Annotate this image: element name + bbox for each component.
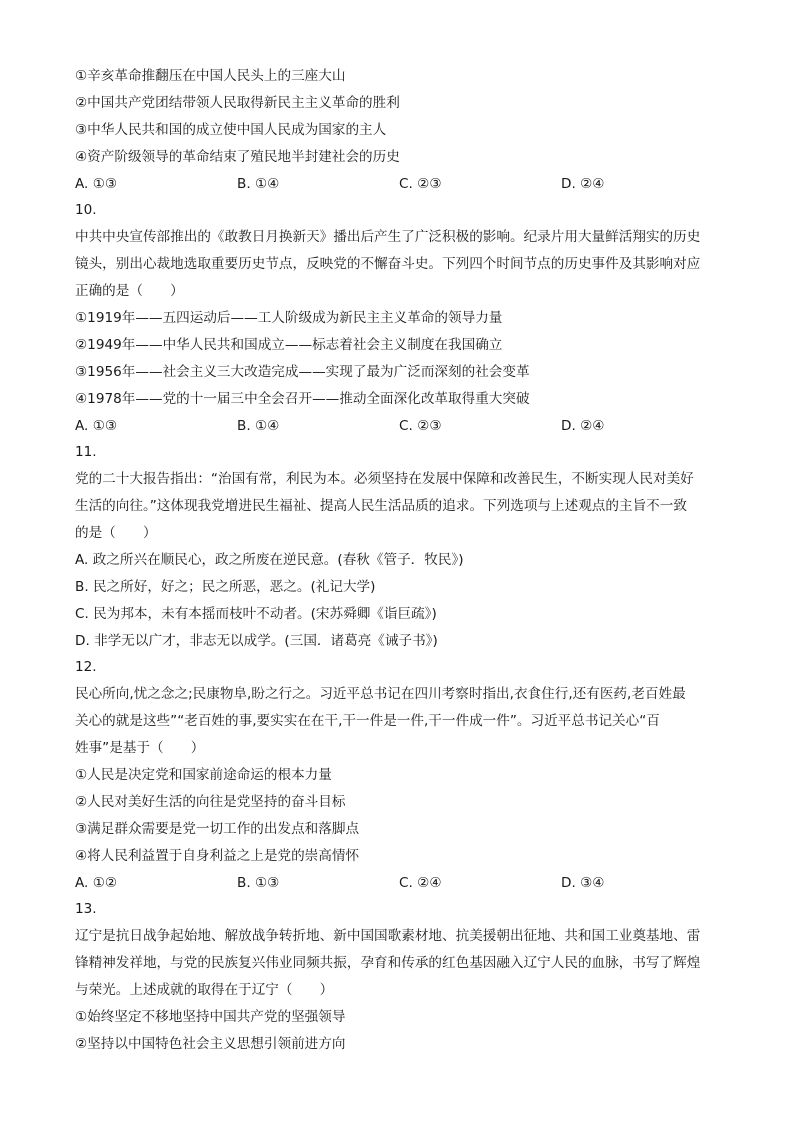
q13-stem-line-3: 与荣光。上述成就的取得在于辽宁（ ） <box>75 982 334 998</box>
q13-number: 13. <box>75 901 97 917</box>
q9-option-c: C. ②③ <box>399 176 442 192</box>
q10-stem-line-3: 正确的是（ ） <box>75 283 184 299</box>
q13-statement-1: ①始终坚定不移地坚持中国共产党的坚强领导 <box>75 1009 346 1025</box>
q11-stem-line-2: 生活的向往。”这体现我党增进民生福祉、提高人民生活品质的追求。下列选项与上述观点的主旨不一致 <box>75 498 687 514</box>
q12-statement-2: ②人民对美好生活的向往是党坚持的奋斗目标 <box>75 794 346 810</box>
q10-stem-line-2: 镜头，别出心裁地选取重要历史节点，反映党的不懈奋斗史。下列四个时间节点的历史事件及其影响对应 <box>75 256 701 272</box>
q12-stem-line-1: 民心所向,忧之念之;民康物阜,盼之行之。习近平总书记在四川考察时指出,衣食住行,还有医药,老百姓最 <box>75 686 686 702</box>
q10-option-a: A. ①③ <box>75 418 118 434</box>
q10-stem-line-1: 中共中央宣传部推出的《敢教日月换新天》播出后产生了广泛积极的影响。纪录片用大量鲜活翔实的历史 <box>75 229 701 245</box>
q11-option-a: A. 政之所兴在顺民心，政之所废在逆民意。(春秋《管子．牧民》) <box>75 552 464 568</box>
q12-option-c: C. ②④ <box>399 875 442 891</box>
q11-option-d: D. 非学无以广才，非志无以成学。(三国．诸葛亮《诫子书》) <box>75 633 438 649</box>
q10-option-c: C. ②③ <box>399 418 442 434</box>
q12-options <box>75 873 725 893</box>
q12-option-b: B. ①③ <box>237 875 280 891</box>
q9-statement-1: ①辛亥革命推翻压在中国人民头上的三座大山 <box>75 68 346 84</box>
q9-option-a: A. ①③ <box>75 176 118 192</box>
q12-stem-line-3: 姓事”是基于（ ） <box>75 740 205 756</box>
q9-statement-4: ④资产阶级领导的革命结束了殖民地半封建社会的历史 <box>75 149 400 165</box>
q9-statement-2: ②中国共产党团结带领人民取得新民主主义革命的胜利 <box>75 95 400 111</box>
q12-option-d: D. ③④ <box>561 875 605 891</box>
q10-number: 10. <box>75 202 97 218</box>
q13-stem-line-2: 锋精神发祥地，与党的民族复兴伟业同频共振，孕育和传承的红色基因融入辽宁人民的血脉，书写了辉煌 <box>75 955 701 971</box>
q9-options <box>75 174 725 194</box>
q10-statement-1: ①1919年——五四运动后——工人阶级成为新民主主义革命的领导力量 <box>75 310 503 326</box>
q9-option-d: D. ②④ <box>561 176 605 192</box>
q13-statement-2: ②坚持以中国特色社会主义思想引领前进方向 <box>75 1036 346 1052</box>
q10-option-d: D. ②④ <box>561 418 605 434</box>
q10-options <box>75 416 725 436</box>
q12-statement-4: ④将人民利益置于自身利益之上是党的崇高情怀 <box>75 848 360 864</box>
q9-option-b: B. ①④ <box>237 176 280 192</box>
q10-option-b: B. ①④ <box>237 418 280 434</box>
q12-option-a: A. ①② <box>75 875 118 891</box>
q9-statement-3: ③中华人民共和国的成立使中国人民成为国家的主人 <box>75 122 387 138</box>
q11-stem-line-1: 党的二十大报告指出：“治国有常，利民为本。必须坚持在发展中保障和改善民生，不断实现人民对美好 <box>75 471 694 487</box>
q11-number: 11. <box>75 444 97 460</box>
q10-statement-4: ④1978年——党的十一届三中全会召开——推动全面深化改革取得重大突破 <box>75 391 530 407</box>
q10-statement-2: ②1949年——中华人民共和国成立——标志着社会主义制度在我国确立 <box>75 337 503 353</box>
q10-statement-3: ③1956年——社会主义三大改造完成——实现了最为广泛而深刻的社会变革 <box>75 364 530 380</box>
q11-stem-line-3: 的是（ ） <box>75 525 157 541</box>
q13-stem-line-1: 辽宁是抗日战争起始地、解放战争转折地、新中国国歌素材地、抗美援朝出征地、共和国工业奠基地、雷 <box>75 928 701 944</box>
q11-option-b: B. 民之所好，好之；民之所恶，恶之。(礼记大学) <box>75 579 376 595</box>
q12-statement-1: ①人民是决定党和国家前途命运的根本力量 <box>75 767 332 783</box>
q12-number: 12. <box>75 659 97 675</box>
q12-stem-line-2: 关心的就是这些”“老百姓的事,要实实在在干,干一件是一件,干一件成一件”。习近平总书记关心“百 <box>75 713 660 729</box>
q11-option-c: C. 民为邦本，未有本摇而枝叶不动者。(宋苏舜卿《诣巨疏》) <box>75 606 437 622</box>
q12-statement-3: ③满足群众需要是党一切工作的出发点和落脚点 <box>75 821 360 837</box>
